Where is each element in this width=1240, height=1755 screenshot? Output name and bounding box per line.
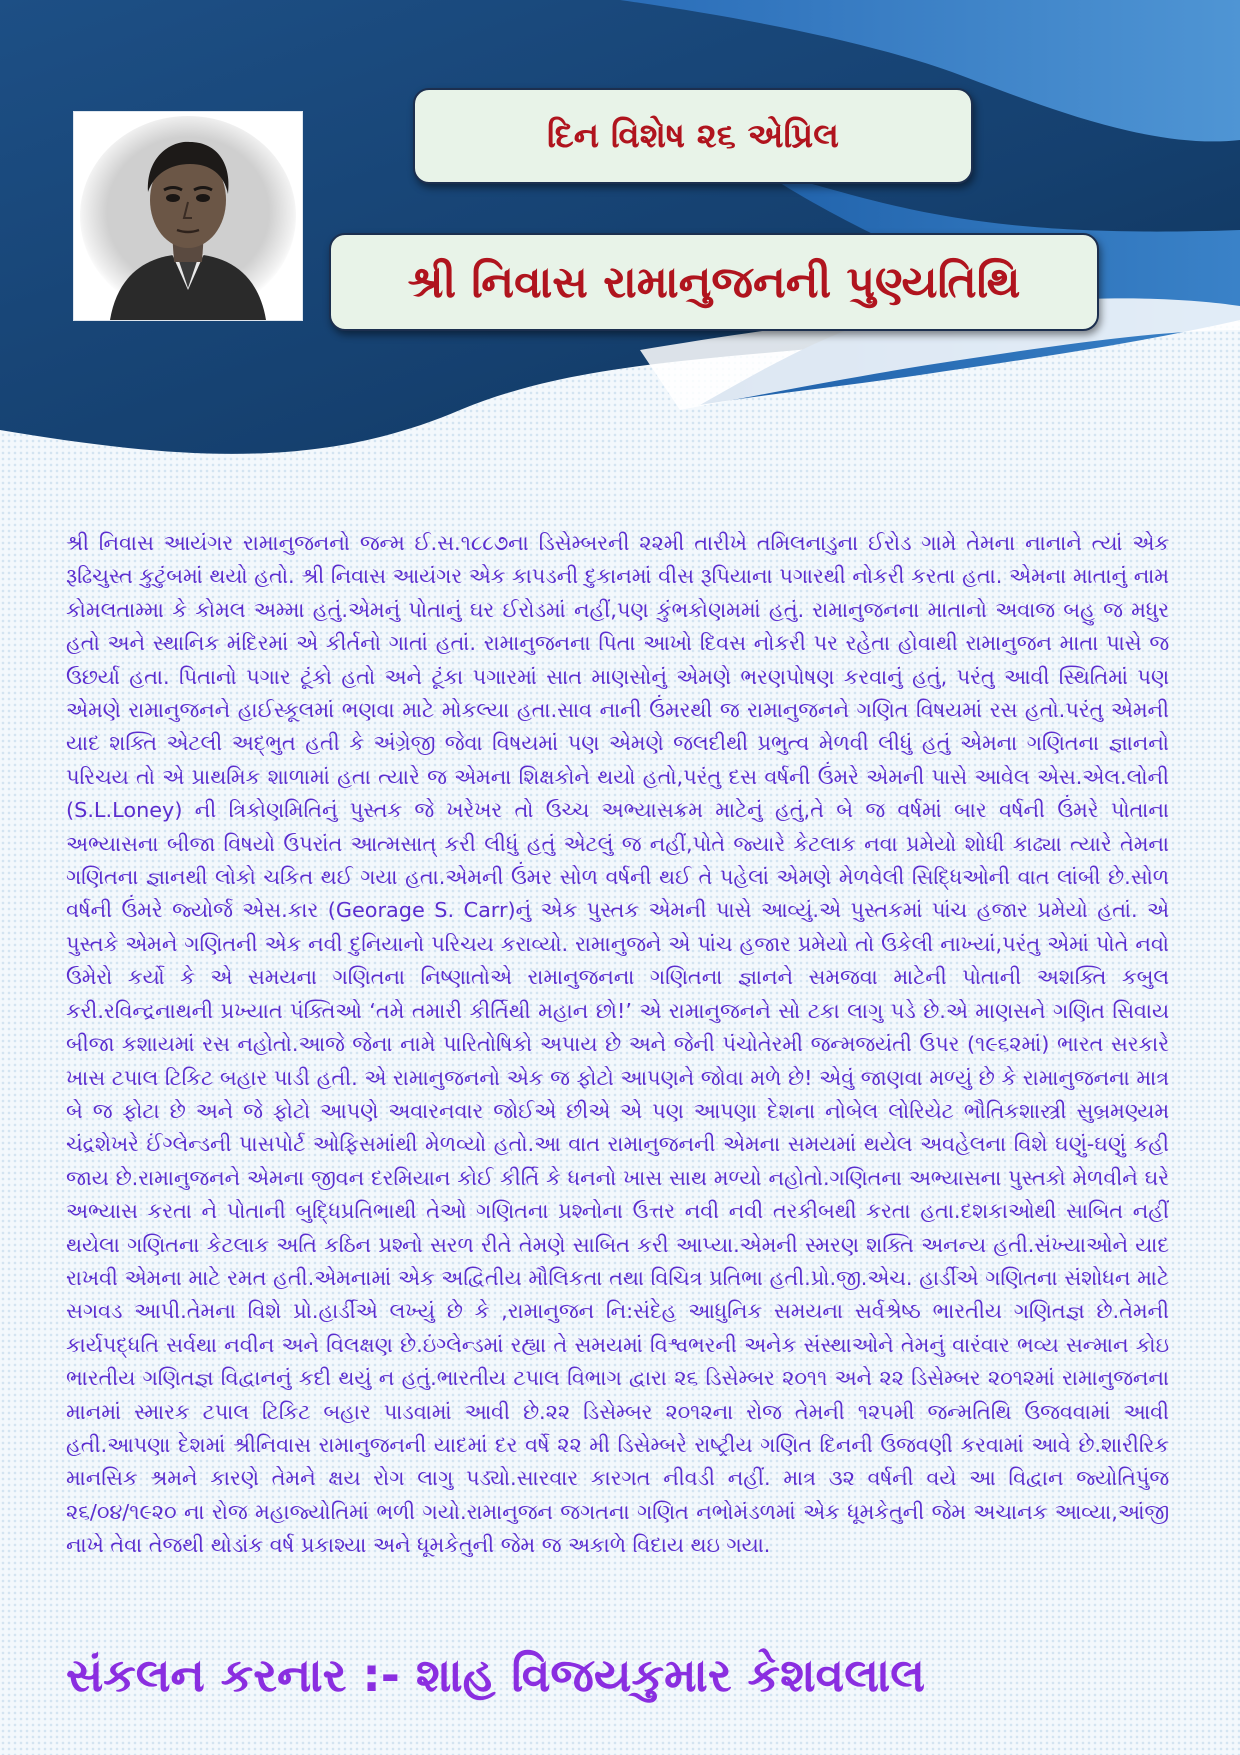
article-body: શ્રી નિવાસ આયંગર રામાનુજનનો જન્મ ઈ.સ.૧૮૮૭ના ડિસેમ્બરની ૨૨મી તારીખે તમિલનાડુના ઈરોડ ગામે તેમના નાનાને ત્યાં એક રૂઢિચુસ્ત કુટુંબમાં થયો હતો. શ્રી નિવાસ આયંગર એક કાપડની દુકાનમાં વીસ રૂપિયાના પગારથી નોકરી કરતા હતા. એમના માતાનું નામ કોમલતામ્મા કે કોમલ અમ્મા હતું.એમનું પોતાનું ઘર ઈરોડમાં નહીં,પણ કુંભકોણમમાં હતું. રામાનુજનના માતાનો અવાજ બહુ જ મધુર હતો અને સ્થાનિક મંદિરમાં એ કીર્તનો ગાતાં હતાં. રામાનુજનના પિતા આખો દિવસ નોકરી પર રહેતા હોવાથી રામાનુજન માતા પાસે જ ઉછર્યા હતા. પિતાનો પગાર ટૂંકો હતો અને ટૂંકા પગારમાં સાત માણસોનું એમણે ભરણપોષણ કરવાનું હતું, પરંતુ આવી સ્થિતિમાં પણ એમણે રામાનુજનને હાઈસ્કૂલમાં ભણવા માટે મોકલ્યા હતા.સાવ નાની ઉંમરથી જ રામાનુજનને ગણિત વિષયમાં રસ હતો.પરંતુ એમની યાદ શક્તિ એટલી અદ્ભુત હતી કે અંગ્રેજી જેવા વિષયમાં પણ એમણે જલદીથી પ્રભુત્વ મેળવી લીધું હતું એમના ગણિતના જ્ઞાનનો પરિચય તો એ પ્રાથમિક શાળામાં હતા ત્યારે જ એમના શિક્ષકોને થયો હતો,પરંતુ દસ વર્ષની ઉંમરે એમની પાસે આવેલ એસ.એલ.લોની (S.L.Loney) ની ત્રિકોણમિતિનું પુસ્તક જે ખરેખર તો ઉચ્ચ અભ્યાસક્રમ માટેનું હતું,તે બે જ વર્ષમાં બાર વર્ષની ઉંમરે પોતાના અભ્યાસના બીજા વિષયો ઉપરાંત આત્મસાત્ કરી લીધું હતું એટલું જ નહીં,પોતે જ્યારે કેટલાક નવા પ્રમેયો શોધી કાઢ્યા ત્યારે તેમના ગણિતના જ્ઞાનથી લોકો ચકિત થઈ ગયા હતા.એમની ઉંમર સોળ વર્ષની થઈ તે પહેલાં એમણે મેળવેલી સિદ્ધિઓની વાત લાંબી છે.સોળ વર્ષની ઉંમરે જ્યોર્જ એસ.કાર (Georage S. Carr)નું એક પુસ્તક એમની પાસે આવ્યું.એ પુસ્તકમાં પાંચ હજાર પ્રમેયો હતાં. એ પુસ્તકે એમને ગણિતની એક નવી દુનિયાનો પરિચય કરાવ્યો. રામાનુજને એ પાંચ હજાર પ્રમેયો તો ઉકેલી નાખ્યાં,પરંતુ એમાં પોતે નવો ઉમેરો કર્યો કે એ સમયના ગણિતના નિષ્ણાતોએ રામાનુજનના ગણિતના જ્ઞાનને સમજવા માટેની પોતાની અશક્તિ કબુલ કરી.રવિન્દ્રનાથની પ્રખ્યાત પંક્તિઓ ‘તમે તમારી કીર્તિથી મહાન છો!’ એ રામાનુજનને સો ટકા લાગુ પડે છે.એ માણસને ગણિત સિવાય બીજા કશાયમાં રસ નહોતો.આજે જેના નામે પારિતોષિકો અપાય છે અને જેની પંચોતેરમી જન્મજયંતી ઉપર (૧૯૬૨માં) ભારત સરકારે ખાસ ટપાલ ટિકિટ બહાર પાડી હતી. એ રામાનુજનનો એક જ ફોટો આપણને જોવા મળે છે! એવું જાણવા મળ્યું છે કે રામાનુજનના માત્ર બે જ ફોટા છે અને જે ફોટો આપણે અવારનવાર જોઈએ છીએ એ પણ આપણા દેશના નોબેલ લોરિયેટ ભૌતિકશાસ્ત્રી સુબ્રમણ્યમ ચંદ્રશેખરે ઈંગ્લેન્ડની પાસપોર્ટ ઓફિસમાંથી મેળવ્યો હતો.આ વાત રામાનુજનની એમના સમયમાં થયેલ અવહેલના વિશે ઘણું-ઘણું કહી જાય છે.રામાનુજનને એમના જીવન દરમિયાન કોઈ કીર્તિ કે ધનનો ખાસ સાથ મળ્યો નહોતો.ગણિતના અભ્યાસના પુસ્તકો મેળવીને ઘરે અભ્યાસ કરતા ને પોતાની બુદ્ધિપ્રતિભાથી તેઓ ગણિતના પ્રશ્નોના ઉત્તર નવી નવી તરકીબથી કરતા હતા.દશકાઓથી સાબિત નહીં થયેલા ગણિતના કેટલાક અતિ કઠિન પ્રશ્નો સરળ રીતે તેમણે સાબિત કરી આપ્યા.એમની સ્મરણ શક્તિ અનન્ય હતી.સંખ્યાઓને યાદ રાખવી એમના માટે રમત હતી.એમનામાં એક અદ્વિતીય મૌલિકતા તથા વિચિત્ર પ્રતિભા હતી.પ્રો.જી.એચ. હાર્ડીએ ગણિતના સંશોધન માટે સગવડ આપી.તેમના વિશે પ્રો.હાર્ડીએ લખ્યું છે કે ,રામાનુજન નિ:સંદેહ આધુનિક સમયના સર્વશ્રેષ્ઠ ભારતીય ગણિતજ્ઞ છે.તેમની કાર્યપદ્ધતિ સર્વથા નવીન અને વિલક્ષણ છે.ઇંગ્લેન્ડમાં રહ્યા તે સમયમાં વિશ્વભરની અનેક સંસ્થાઓને તેમનું વારંવાર ભવ્ય સન્માન કોઇ ભારતીય ગણિતજ્ઞ વિદ્વાનનું કદી થયું ન હતું.ભારતીય ટપાલ વિભાગ દ્વારા ૨૬ ડિસેમ્બર ૨૦૧૧ અને ૨૨ ડિસેમ્બર ૨૦૧૨માં રામાનુજનના માનમાં સ્મારક ટપાલ ટિકિટ બહાર પાડવામાં આવી છે.૨૨ ડિસેમ્બર ૨૦૧૨ના રોજ તેમની ૧૨૫મી જન્મતિથિ ઉજવવામાં આવી હતી.આપણા દેશમાં શ્રીનિવાસ રામાનુજનની યાદમાં દર વર્ષે ૨૨ મી ડિસેમ્બરે રાષ્ટ્રીય ગણિત દિનની ઉજવણી કરવામાં આવે છે.શારીરિક માનસિક શ્રમને કારણે તેમને ક્ષય રોગ લાગુ પડ્યો.સારવાર કારગત નીવડી નહીં. માત્ર ૩૨ વર્ષની વયે આ વિદ્વાન જ્યોતિપુંજ ૨૬/૦૪/૧૯૨૦ ના રોજ મહાજ્યોતિમાં ભળી ગયો.રામાનુજન જગતના ગણિત નભોમંડળમાં એક ધૂમકેતુની જેમ અચાનક આવ્યા,આંજી નાખે તેવા તેજથી થોડાંક વર્ષ પ્રકાશ્યા અને ધૂમકેતુની જેમ જ અકાળે વિદાય થઇ ગયા.: [66, 531, 1169, 1558]
day-special-banner: [413, 88, 973, 184]
compiler-credit: સંકલન કરનાર :- શાહ વિજયકુમાર કેશવલાલ: [66, 1648, 926, 1702]
day-special-text: દિન વિશેષ ૨૬ એપ્રિલ: [547, 116, 839, 156]
title-banner: [329, 233, 1099, 331]
page-title: શ્રી નિવાસ રામાનુજનની પુણ્યતિથિ: [407, 256, 1021, 308]
portrait-photo: [74, 112, 302, 320]
